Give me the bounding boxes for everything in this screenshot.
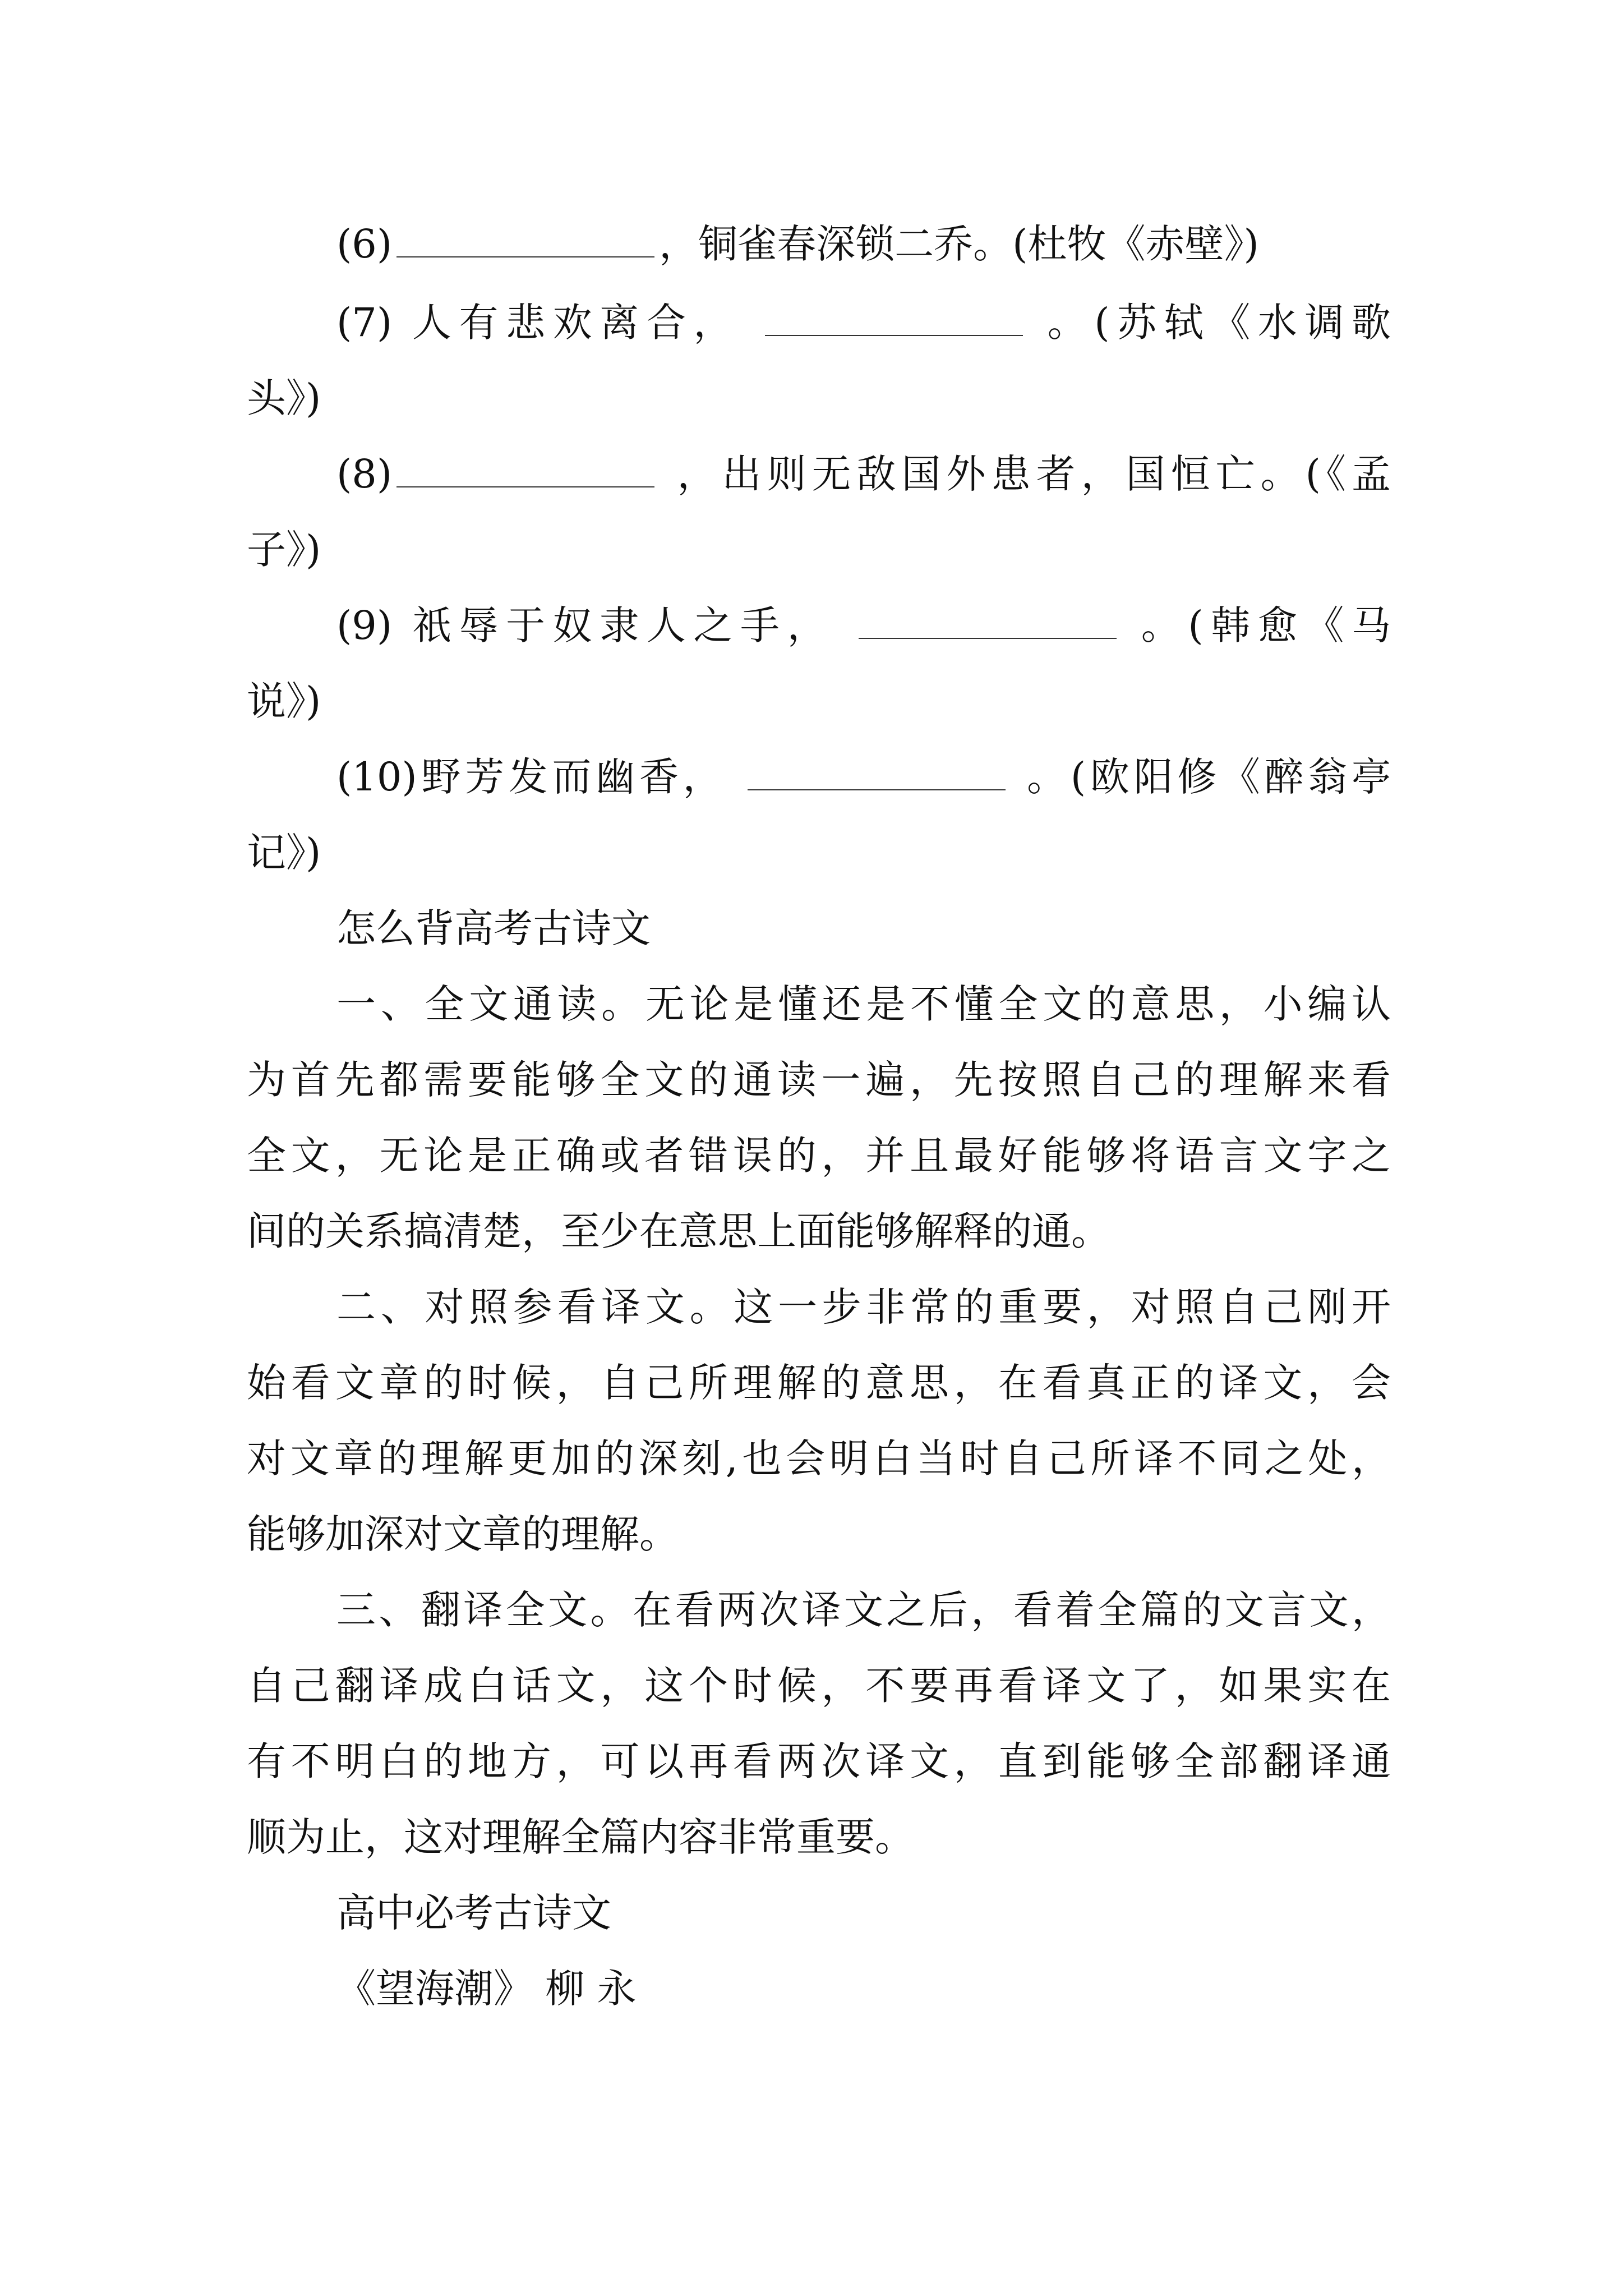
paragraph-3-line-2: 自己翻译成白话文，这个时候，不要再看译文了，如果实在 bbox=[247, 1663, 1391, 1709]
section-heading: 怎么背高考古诗文 bbox=[336, 905, 651, 951]
item-number: (9) bbox=[336, 602, 393, 648]
item-number: (6) bbox=[336, 221, 393, 267]
paragraph-1-line-3: 全文，无论是正确或者错误的，并且最好能够将语言文字之 bbox=[247, 1133, 1391, 1179]
item-number: (7) bbox=[336, 300, 393, 346]
answer-blank[interactable] bbox=[765, 301, 1023, 336]
item-number: (10) bbox=[336, 754, 417, 800]
item-text-after: ，出则无敌国外患者，国恒亡。(《孟 bbox=[677, 451, 1391, 497]
answer-blank[interactable] bbox=[396, 453, 654, 487]
paragraph-2-line-4: 能够加深对文章的理解。 bbox=[247, 1511, 679, 1557]
fill-in-item-6 bbox=[336, 219, 1391, 269]
fill-in-item-7-continuation: 头》) bbox=[247, 375, 321, 421]
fill-in-item-7 bbox=[336, 297, 1391, 348]
paragraph-2-line-2: 始看文章的时候，自己所理解的意思，在看真正的译文，会 bbox=[247, 1360, 1391, 1406]
paragraph-1-line-1: 一、全文通读。无论是懂还是不懂全文的意思，小编认 bbox=[336, 981, 1391, 1027]
item-text-after: ，铜雀春深锁二乔。(杜牧《赤壁》) bbox=[659, 221, 1259, 267]
paragraph-3-line-4: 顺为止，这对理解全篇内容非常重要。 bbox=[247, 1814, 914, 1860]
paragraph-3-line-1: 三、翻译全文。在看两次译文之后，看着全篇的文言文， bbox=[336, 1587, 1391, 1633]
answer-blank[interactable] bbox=[859, 604, 1117, 639]
paragraph-2-line-1: 二、对照参看译文。这一步非常的重要，对照自己刚开 bbox=[336, 1284, 1391, 1330]
item-text-after: 。(欧阳修《醉翁亭 bbox=[1027, 754, 1391, 800]
poem-title: 《望海潮》 柳 永 bbox=[336, 1966, 637, 2012]
fill-in-item-8-continuation: 子》) bbox=[247, 527, 321, 573]
item-text-after: 。(苏轼《水调歌 bbox=[1047, 300, 1391, 346]
fill-in-item-8 bbox=[336, 449, 1391, 499]
fill-in-item-10-continuation: 记》) bbox=[247, 830, 321, 876]
item-text-before: 人有悲欢离合， bbox=[412, 300, 740, 346]
paragraph-1-line-2: 为首先都需要能够全文的通读一遍，先按照自己的理解来看 bbox=[247, 1057, 1391, 1103]
section-heading: 高中必考古诗文 bbox=[336, 1890, 611, 1936]
paragraph-3-line-3: 有不明白的地方，可以再看两次译文，直到能够全部翻译通 bbox=[247, 1738, 1391, 1784]
answer-blank[interactable] bbox=[396, 223, 654, 257]
paragraph-2-line-3: 对文章的理解更加的深刻,也会明白当时自己所译不同之处， bbox=[247, 1435, 1391, 1481]
paragraph-1-line-4: 间的关系搞清楚，至少在意思上面能够解释的通。 bbox=[247, 1208, 1110, 1254]
item-number: (8) bbox=[336, 451, 393, 497]
fill-in-item-9 bbox=[336, 600, 1391, 651]
item-text-before: 祇辱于奴隶人之手， bbox=[412, 602, 834, 648]
item-text-before: 野芳发而幽香， bbox=[417, 754, 727, 800]
answer-blank[interactable] bbox=[748, 756, 1006, 790]
item-text-after: 。(韩愈《马 bbox=[1141, 602, 1391, 648]
fill-in-item-9-continuation: 说》) bbox=[247, 678, 321, 724]
fill-in-item-10 bbox=[336, 752, 1391, 802]
